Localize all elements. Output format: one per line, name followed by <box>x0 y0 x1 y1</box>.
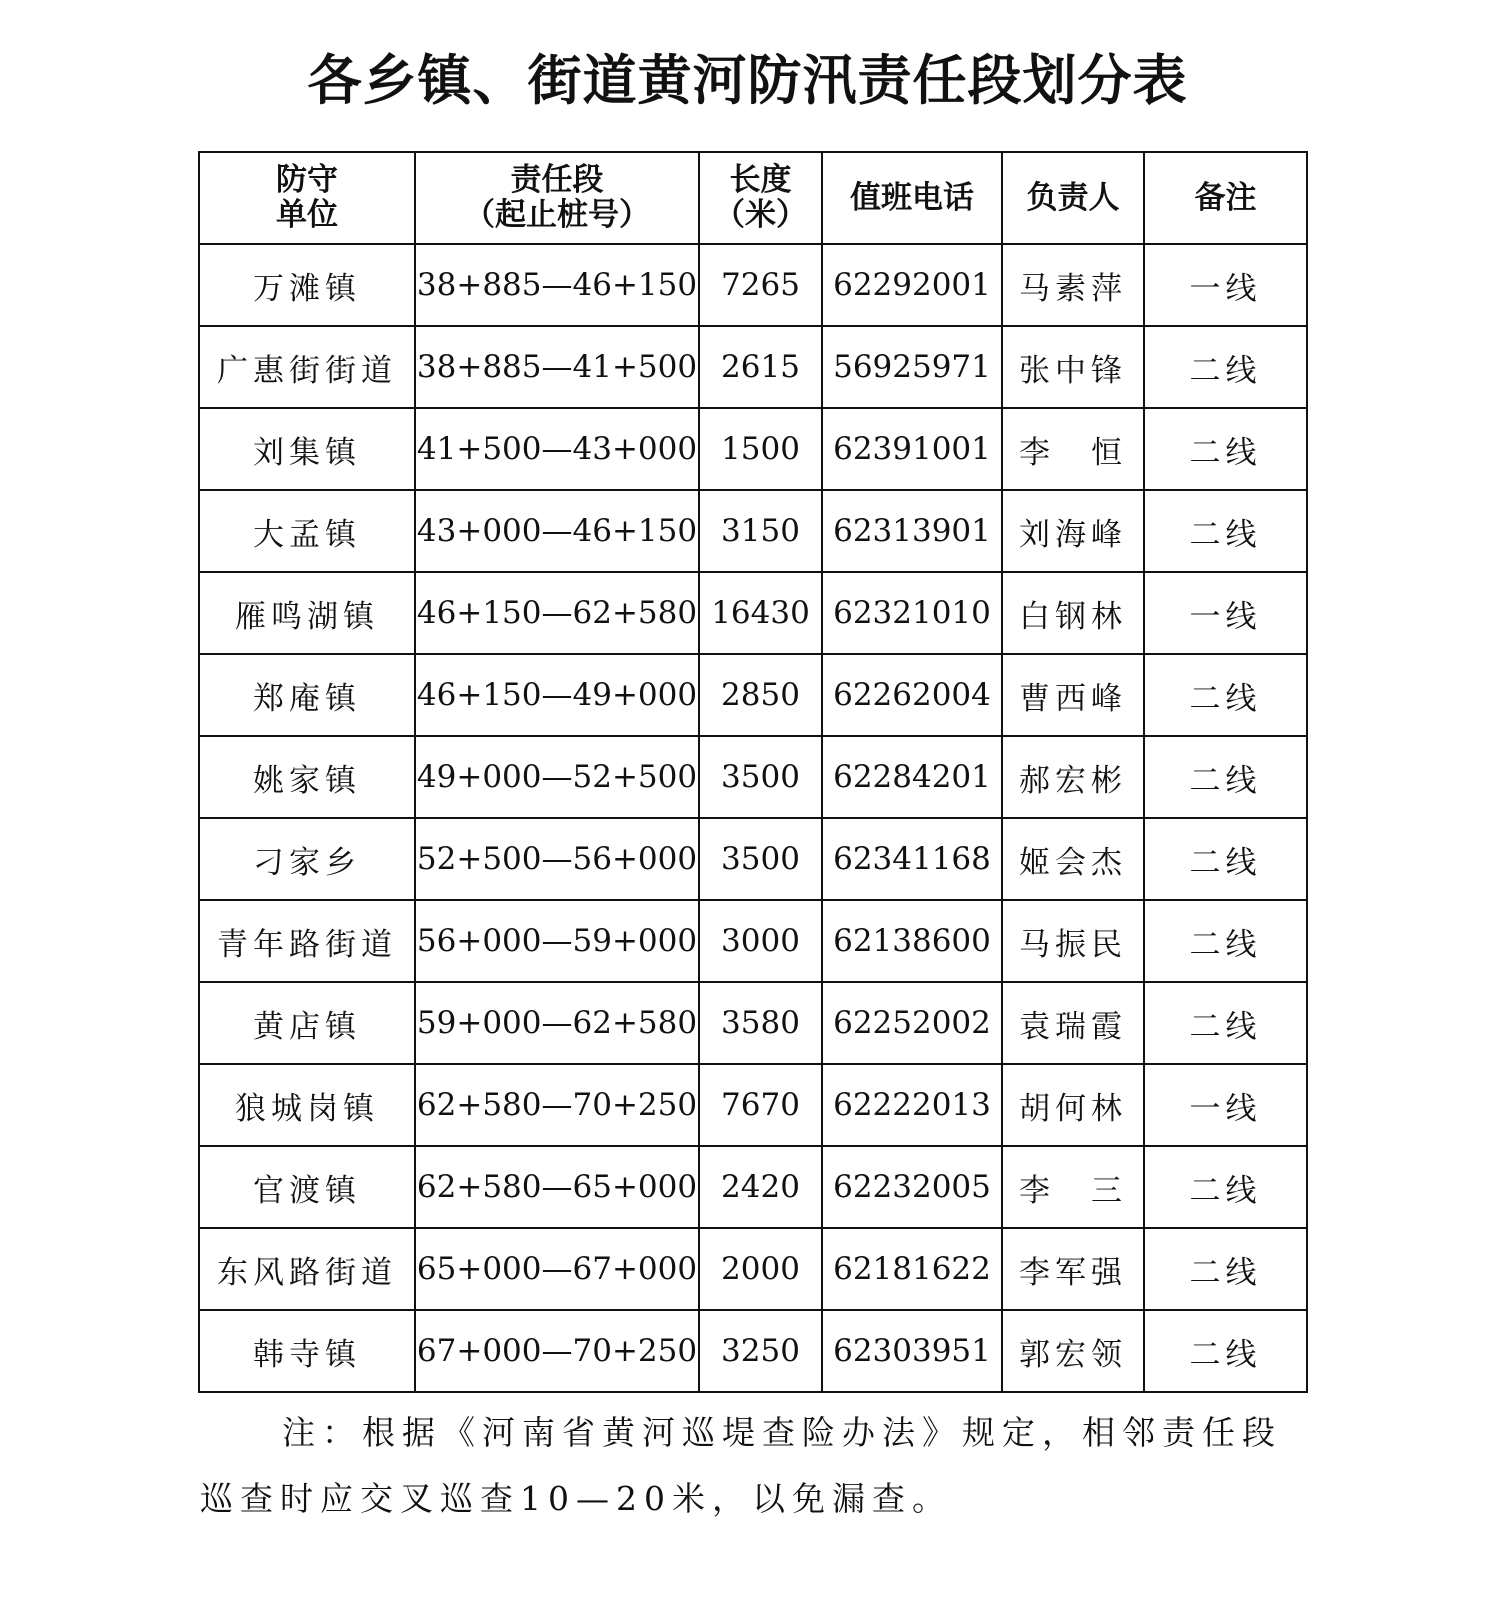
cell-note: 二线 <box>1144 408 1307 490</box>
cell-length: 1500 <box>699 408 822 490</box>
cell-segment: 56+000—59+000 <box>415 900 699 982</box>
header-unit: 防守 单位 <box>199 152 415 244</box>
cell-length: 2615 <box>699 326 822 408</box>
cell-phone: 62138600 <box>822 900 1002 982</box>
cell-length: 2420 <box>699 1146 822 1228</box>
cell-unit: 大孟镇 <box>199 490 415 572</box>
cell-phone: 62321010 <box>822 572 1002 654</box>
cell-unit: 姚家镇 <box>199 736 415 818</box>
cell-person: 曹西峰 <box>1002 654 1144 736</box>
cell-phone: 62252002 <box>822 982 1002 1064</box>
cell-unit: 郑庵镇 <box>199 654 415 736</box>
cell-phone: 62181622 <box>822 1228 1002 1310</box>
cell-person: 郭宏领 <box>1002 1310 1144 1392</box>
table-row <box>199 408 1307 490</box>
cell-unit: 韩寺镇 <box>199 1310 415 1392</box>
cell-person: 马振民 <box>1002 900 1144 982</box>
cell-person: 郝宏彬 <box>1002 736 1144 818</box>
cell-length: 2850 <box>699 654 822 736</box>
table-row <box>199 1228 1307 1310</box>
cell-note: 二线 <box>1144 326 1307 408</box>
cell-length: 3000 <box>699 900 822 982</box>
cell-unit: 刘集镇 <box>199 408 415 490</box>
cell-person: 姬会杰 <box>1002 818 1144 900</box>
cell-note: 一线 <box>1144 244 1307 326</box>
cell-length: 3500 <box>699 736 822 818</box>
cell-note: 一线 <box>1144 572 1307 654</box>
cell-note: 二线 <box>1144 982 1307 1064</box>
cell-unit: 广惠街街道 <box>199 326 415 408</box>
cell-person: 马素萍 <box>1002 244 1144 326</box>
cell-segment: 41+500—43+000 <box>415 408 699 490</box>
cell-phone: 62232005 <box>822 1146 1002 1228</box>
table-row <box>199 326 1307 408</box>
cell-length: 3500 <box>699 818 822 900</box>
footnote: 注：根据《河南省黄河巡堤查险办法》规定，相邻责任段巡查时应交叉巡查10—20米，以免漏查。 <box>200 1413 1282 1518</box>
table-row <box>199 244 1307 326</box>
cell-person: 张中锋 <box>1002 326 1144 408</box>
cell-length: 2000 <box>699 1228 822 1310</box>
table-row <box>199 490 1307 572</box>
table-row <box>199 1064 1307 1146</box>
cell-phone: 62303951 <box>822 1310 1002 1392</box>
cell-length: 16430 <box>699 572 822 654</box>
cell-person: 李 恒 <box>1002 408 1144 490</box>
cell-segment: 62+580—65+000 <box>415 1146 699 1228</box>
table-row <box>199 572 1307 654</box>
table-row <box>199 818 1307 900</box>
cell-unit: 雁鸣湖镇 <box>199 572 415 654</box>
cell-unit: 狼城岗镇 <box>199 1064 415 1146</box>
cell-segment: 38+885—41+500 <box>415 326 699 408</box>
cell-person: 白钢林 <box>1002 572 1144 654</box>
cell-segment: 46+150—49+000 <box>415 654 699 736</box>
header-note: 备注 <box>1144 152 1307 244</box>
cell-person: 胡何林 <box>1002 1064 1144 1146</box>
cell-note: 二线 <box>1144 900 1307 982</box>
cell-unit: 黄店镇 <box>199 982 415 1064</box>
cell-phone: 62391001 <box>822 408 1002 490</box>
cell-note: 二线 <box>1144 1228 1307 1310</box>
cell-segment: 52+500—56+000 <box>415 818 699 900</box>
cell-note: 二线 <box>1144 818 1307 900</box>
cell-phone: 62313901 <box>822 490 1002 572</box>
cell-length: 3250 <box>699 1310 822 1392</box>
cell-phone: 56925971 <box>822 326 1002 408</box>
header-segment: 责任段 （起止桩号） <box>415 152 699 244</box>
cell-phone: 62284201 <box>822 736 1002 818</box>
cell-length: 7670 <box>699 1064 822 1146</box>
cell-note: 二线 <box>1144 1146 1307 1228</box>
cell-unit: 万滩镇 <box>199 244 415 326</box>
header-phone: 值班电话 <box>822 152 1002 244</box>
cell-person: 李军强 <box>1002 1228 1144 1310</box>
header-length: 长度 （米） <box>699 152 822 244</box>
table-row <box>199 736 1307 818</box>
header-row <box>199 152 1307 244</box>
cell-unit: 东风路街道 <box>199 1228 415 1310</box>
table-row <box>199 654 1307 736</box>
table-row <box>199 900 1307 982</box>
cell-person: 李 三 <box>1002 1146 1144 1228</box>
cell-note: 一线 <box>1144 1064 1307 1146</box>
cell-unit: 刁家乡 <box>199 818 415 900</box>
cell-note: 二线 <box>1144 490 1307 572</box>
table-row <box>199 1310 1307 1392</box>
cell-note: 二线 <box>1144 736 1307 818</box>
cell-person: 袁瑞霞 <box>1002 982 1144 1064</box>
cell-segment: 59+000—62+580 <box>415 982 699 1064</box>
cell-phone: 62222013 <box>822 1064 1002 1146</box>
cell-length: 3150 <box>699 490 822 572</box>
header-person: 负责人 <box>1002 152 1144 244</box>
cell-note: 二线 <box>1144 654 1307 736</box>
table-row <box>199 982 1307 1064</box>
cell-length: 3580 <box>699 982 822 1064</box>
cell-note: 二线 <box>1144 1310 1307 1392</box>
cell-segment: 43+000—46+150 <box>415 490 699 572</box>
cell-phone: 62262004 <box>822 654 1002 736</box>
cell-unit: 青年路街道 <box>199 900 415 982</box>
table-row <box>199 1146 1307 1228</box>
responsibility-table <box>198 151 1308 1393</box>
page-title: 各乡镇、街道黄河防汛责任段划分表 <box>307 49 1188 112</box>
cell-segment: 65+000—67+000 <box>415 1228 699 1310</box>
cell-unit: 官渡镇 <box>199 1146 415 1228</box>
cell-segment: 67+000—70+250 <box>415 1310 699 1392</box>
cell-person: 刘海峰 <box>1002 490 1144 572</box>
cell-segment: 62+580—70+250 <box>415 1064 699 1146</box>
cell-phone: 62292001 <box>822 244 1002 326</box>
cell-phone: 62341168 <box>822 818 1002 900</box>
cell-segment: 49+000—52+500 <box>415 736 699 818</box>
cell-segment: 46+150—62+580 <box>415 572 699 654</box>
cell-length: 7265 <box>699 244 822 326</box>
cell-segment: 38+885—46+150 <box>415 244 699 326</box>
